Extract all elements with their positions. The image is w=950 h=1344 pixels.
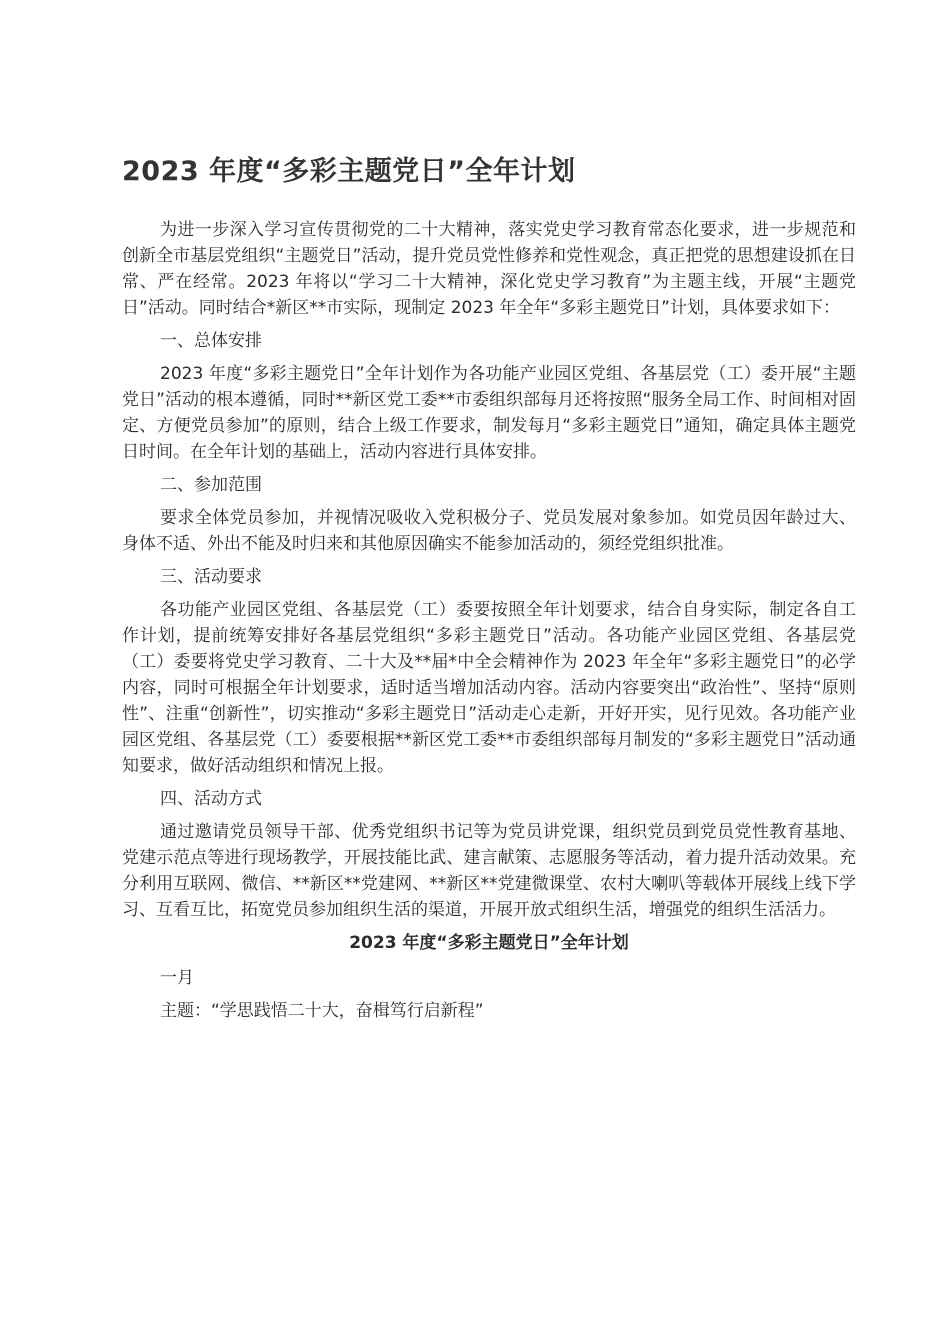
- section-heading-overall: 一、总体安排: [160, 331, 262, 351]
- section-heading-requirements: 三、活动要求: [160, 567, 262, 587]
- section-body-scope: 要求全体党员参加，并视情况吸收入党积极分子、党员发展对象参加。如党员因年龄过大、身体不适、外出不能及时归来和其他原因确实不能参加活动的，须经党组织批准。: [122, 508, 856, 554]
- plan-title: 2023 年度“多彩主题党日”全年计划: [349, 933, 629, 953]
- intro-paragraph: 为进一步深入学习宣传贯彻党的二十大精神，落实党史学习教育常态化要求，进一步规范和创新全市基层党组织“主题党日”活动，提升党员党性修养和党性观念，真正把党的思想建设抓在日常、严在经常。2023 年将以“学习二十大精神，深化党史学习教育”为主题主线，开展“主题党日”活动。同时结合*新区**市实际，现制定 2023 年全年“多彩主题党日”计划，具体要求如下：: [122, 220, 856, 318]
- document-page: [122, 150, 856, 1031]
- section-body-requirements: 各功能产业园区党组、各基层党（工）委要按照全年计划要求，结合自身实际，制定各自工作计划，提前统筹安排好各基层党组织“多彩主题党日”活动。各功能产业园区党组、各基层党（工）委要将党史学习教育、二十大及**届*中全会精神作为 2023 年全年“多彩主题党日”的必学内容，同时可根据全年计划要求，适时适当增加活动内容。活动内容要突出“政治性”、坚持“原则性”、注重“创新性”，切实推动“多彩主题党日”活动走心走新，开好开实，见行见效。各功能产业园区党组、各基层党（工）委要根据**新区党工委**市委组织部每月制发的“多彩主题党日”活动通知要求，做好活动组织和情况上报。: [122, 600, 856, 776]
- month-label: 一月: [160, 968, 194, 988]
- section-heading-scope: 二、参加范围: [160, 475, 262, 495]
- month-theme: 主题：“学思践悟二十大，奋楫笃行启新程”: [160, 1001, 484, 1021]
- document-title: 2023 年度“多彩主题党日”全年计划: [122, 156, 576, 187]
- section-body-methods: 通过邀请党员领导干部、优秀党组织书记等为党员讲党课，组织党员到党员党性教育基地、党建示范点等进行现场教学，开展技能比武、建言献策、志愿服务等活动，着力提升活动效果。充分利用互联网、微信、**新区**党建网、**新区**党建微课堂、农村大喇叭等载体开展线上线下学习、互看互比，拓宽党员参加组织生活的渠道，开展开放式组织生活，增强党的组织生活活力。: [122, 822, 856, 920]
- section-body-overall: 2023 年度“多彩主题党日”全年计划作为各功能产业园区党组、各基层党（工）委开展“主题党日”活动的根本遵循，同时**新区党工委**市委组织部每月还将按照“服务全局工作、时间相对固定、方便党员参加”的原则，结合上级工作要求，制发每月“多彩主题党日”通知，确定具体主题党日时间。在全年计划的基础上，活动内容进行具体安排。: [122, 364, 856, 462]
- section-heading-methods: 四、活动方式: [160, 789, 262, 809]
